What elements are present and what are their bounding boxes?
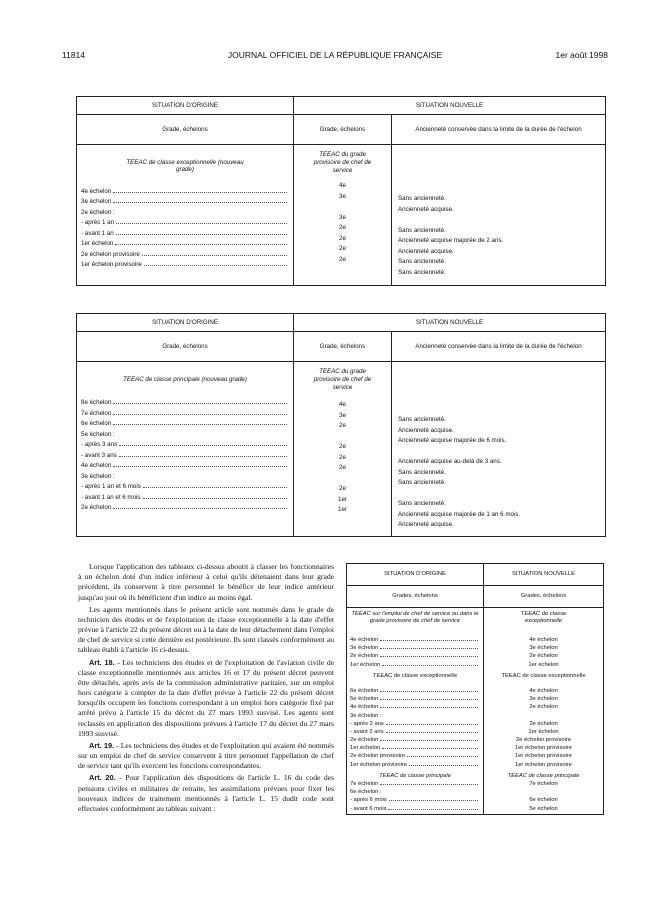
origin-grade-title: TEEAC de classe principale (nouveau grade) — [123, 376, 247, 383]
section-values — [484, 637, 603, 670]
leader-dots — [113, 508, 287, 509]
page-header — [62, 50, 608, 64]
section-title: TEEAC de classe principale — [507, 772, 580, 779]
echelon-row — [81, 188, 289, 199]
leader-dots — [113, 403, 287, 404]
echelon-row — [81, 504, 289, 515]
new-echelon-value: 2e échelon provisoire — [515, 737, 572, 744]
leader-dots — [119, 445, 287, 446]
echelon-label: - avant 6 mois — [350, 805, 387, 812]
echelon-row — [350, 762, 480, 770]
echelon-label: - avant 3 ans — [81, 451, 117, 459]
anciennete-value: Sans ancienneté. — [398, 268, 446, 276]
new-echelon-value: 2e — [339, 453, 346, 461]
article-body: - Les techniciens des études et de l'exploitation de l'aviation civile de classe exceptionnelle mentionnés aux articles 16 et 17 du présent décret peuvent être détachés, après avis de la commission administrative paritaire, sur un emploi hors catégorie à compter de la date d'effet prévue à l'article 22 du présent décret lorsqu'ils occupent les fonctions correspondant à un emploi hors catégorie fixé par arrêté prévu à l'article 15 du décret du 27 mars 1993 susvisé. Les agents sont reclassés en application des dispositions prévues à l'article 17 du décret du 27 mars 1993 susvisé. — [78, 657, 335, 738]
new-echelon-value: 4e — [339, 401, 346, 409]
echelon-row — [81, 230, 289, 241]
paragraph: Lorsque l'application des tableaux ci-dessus aboutit à classer les fonctionnaires à un échelon doté d'un indice inférieur à celui qu'ils détenaient dans leur grade précédent, ils conservent à titre personnel le bénéfice de leur indice antérieur jusqu'au jour où ils bénéficient d'un indice au moins égal. — [78, 562, 334, 602]
echelon-label: 6e échelon — [81, 420, 112, 428]
echelon-row — [350, 645, 480, 653]
leader-dots — [380, 699, 478, 700]
new-echelon-value: 1er échelon provisoire — [514, 753, 573, 760]
echelon-label: 2e échelon — [350, 737, 379, 744]
anciennete-value — [392, 448, 605, 459]
echelon-row — [81, 209, 289, 220]
echelon-label: 1er échelon — [81, 240, 114, 248]
echelon-label: - avant 1 an — [81, 229, 114, 237]
anciennete-value — [392, 490, 605, 501]
anciennete-value: Ancienneté acquise majorée de 1 an 6 mois. — [398, 510, 521, 518]
echelon-row — [350, 721, 480, 729]
anciennete-value: Ancienneté acquise au-delà de 3 ans. — [398, 458, 502, 465]
leader-dots — [380, 656, 478, 657]
leader-dots — [380, 640, 478, 641]
new-echelon-value: 2e — [339, 255, 346, 263]
echelon-row — [350, 713, 480, 721]
echelon-label: 4e échelon — [81, 462, 112, 470]
echelon-label: - avant 1 an et 6 mois — [81, 493, 141, 501]
echelon-label: 3e échelon : — [81, 472, 115, 480]
anciennete-value: Ancienneté acquise majorée de 2 ans. — [398, 237, 504, 244]
echelon-label: 4e échelon — [350, 637, 379, 643]
echelon-label: 4e échelon — [81, 187, 112, 195]
echelon-label: 1er échelon provisoire — [81, 261, 142, 269]
echelon-row — [350, 696, 480, 704]
echelon-row — [81, 431, 289, 442]
anciennete-value: Sans ancienneté. — [398, 195, 446, 202]
new-echelon-value: 2e échelon — [529, 704, 558, 711]
new-echelon-value: 5e échelon — [529, 805, 558, 812]
leader-dots — [116, 223, 287, 224]
new-echelon-value: 3e échelon — [529, 645, 558, 652]
page-number: 11814 — [62, 50, 86, 60]
anciennete-value: Sans ancienneté. — [398, 258, 446, 265]
leader-dots — [113, 466, 287, 467]
col-head-new: SITUATION NOUVELLE — [294, 97, 606, 115]
echelon-row — [350, 737, 480, 745]
echelon-row — [81, 452, 289, 463]
origin-grade-title: TEEAC de classe exceptionnelle (nouveau grade) — [126, 159, 244, 174]
leader-dots — [142, 255, 287, 256]
echelon-row — [350, 806, 480, 814]
article-body: - Pour l'application des dispositions de l'article L. 16 du code des pensions civiles et militaires de retraite, les assimilations prévues pour fixer les nouveaux indices de traitement mentionnés à l'article L. 15 dudit code sont effectuées conformément au tableau suivant : — [78, 773, 334, 813]
anciennete-value: Sans ancienneté. — [398, 479, 446, 486]
leader-dots — [116, 234, 287, 235]
echelon-label: - après 6 mois — [350, 797, 387, 804]
col-head-origin: SITUATION D'ORIGINE — [347, 564, 484, 586]
anciennete-value — [392, 216, 605, 227]
leader-dots — [409, 765, 478, 766]
table-classe-exceptionnelle — [76, 96, 606, 286]
article-20 — [78, 773, 334, 814]
new-echelon-value: 4e — [339, 182, 346, 190]
leader-dots — [113, 192, 287, 193]
article-18 — [78, 658, 334, 739]
section-rows — [350, 781, 480, 814]
echelon-label: - avant 2 ans — [350, 728, 384, 735]
leader-dots — [143, 498, 287, 499]
new-echelon-value: 2e échelon — [529, 720, 558, 727]
col-head-grade: Grade, échelons — [77, 332, 294, 362]
section-title: TEEAC de classe exceptionnelle — [520, 611, 567, 624]
new-echelon-value: 4e échelon — [529, 687, 558, 694]
leader-dots — [119, 456, 287, 457]
anciennete-value: Ancienneté acquise. — [398, 426, 454, 434]
echelon-row — [350, 729, 480, 737]
new-echelon-value: 6e échelon — [529, 797, 558, 804]
echelon-row — [350, 637, 480, 645]
leader-dots — [386, 724, 478, 725]
section-title: TEEAC de classe exceptionnelle — [501, 672, 586, 679]
anciennete-value: Sans ancienneté. — [398, 226, 446, 234]
echelon-row — [81, 198, 289, 209]
new-echelon-value: 2e — [339, 422, 346, 430]
echelon-row — [350, 781, 480, 789]
echelon-row — [81, 441, 289, 452]
echelon-row — [81, 473, 289, 484]
echelon-label: 6e échelon — [350, 687, 379, 694]
echelon-row — [81, 494, 289, 505]
echelon-label: 7e échelon — [81, 409, 112, 417]
leader-dots — [389, 800, 478, 801]
article-body: - Les techniciens des études et de l'exploitation qui avaient été nommés sur un emploi de chef de service conservent à titre personnel l'appellation de chef de service tant qu'ils exercent les fonctions correspondantes. — [78, 740, 334, 771]
echelon-label: - après 1 an — [81, 219, 115, 227]
new-echelon-value — [294, 433, 391, 444]
new-echelon-value: 3e échelon — [529, 696, 558, 703]
new-echelon-value: 4e échelon — [529, 637, 558, 643]
new-echelon-value: 7e échelon — [529, 781, 558, 787]
echelon-row — [81, 251, 289, 262]
echelon-label: - après 1 an et 6 mois — [81, 483, 141, 491]
new-grade-title: TEEAC du grade provisoire de chef de service — [313, 368, 372, 391]
new-echelon-value: 2e — [339, 245, 346, 253]
leader-dots — [407, 756, 478, 757]
echelon-label: 2e échelon provisoire — [350, 753, 406, 760]
echelon-row — [350, 704, 480, 712]
article-text — [78, 562, 334, 816]
new-echelon-value — [484, 789, 603, 797]
echelon-label: 3e échelon — [350, 645, 379, 652]
echelon-label: 1er échelon — [350, 745, 381, 752]
new-echelon-value: 1er échelon — [528, 661, 559, 668]
echelon-label: 6e échelon : — [350, 789, 382, 796]
paragraph: Les agents mentionnés dans le présent article sont nommés dans le grade de technicien des études et de l'exploitation de classe exceptionnelle à la date d'effet prévue à l'article 22 du présent décret ou à la date de leur détachement dans l'emploi de chef de service si cette dernière est postérieure. Ils sont classés conformément au tableau établi à l'article 16 ci-dessus. — [78, 604, 334, 655]
table-pension-assimilation — [346, 563, 604, 815]
journal-title: JOURNAL OFFICIEL DE LA RÉPUBLIQUE FRANÇAISE — [227, 50, 443, 60]
section-rows — [350, 688, 480, 770]
new-echelon-values — [294, 182, 391, 266]
new-echelon-value: 3e — [339, 192, 346, 200]
col-head-grades: Grades, échelons — [347, 586, 484, 608]
article-label: Art. 19. — [89, 740, 115, 750]
section-title: TEEAC sur l'emploi de chef de service ou dans le grade provisoire de chef de service — [351, 611, 479, 624]
echelon-row — [81, 483, 289, 494]
leader-dots — [115, 244, 287, 245]
echelon-row — [350, 662, 480, 670]
echelon-label: 4e échelon — [350, 704, 379, 711]
new-echelon-value: 2e — [339, 234, 346, 242]
anciennete-values — [392, 416, 605, 532]
section-values — [484, 688, 603, 770]
leader-dots — [380, 740, 478, 741]
echelon-label: 2e échelon : — [81, 208, 115, 216]
echelon-label: 7e échelon — [350, 781, 379, 787]
echelon-row — [81, 261, 289, 272]
echelon-label: 2e échelon — [81, 504, 112, 512]
echelon-row — [81, 410, 289, 421]
col-head-anciennete: Ancienneté conservée dans la limite de la durée de l'échelon — [392, 332, 606, 362]
origin-rows — [81, 399, 289, 515]
echelon-row — [81, 219, 289, 230]
echelon-label: 5e échelon — [350, 696, 379, 703]
leader-dots — [113, 414, 287, 415]
echelon-row — [81, 399, 289, 410]
leader-dots — [113, 424, 287, 425]
echelon-row — [81, 462, 289, 473]
new-echelon-value: 1er échelon provisoire — [514, 761, 573, 768]
echelon-label: 8e échelon — [81, 399, 112, 407]
new-echelon-value — [484, 713, 603, 721]
echelon-label: 5e échelon : — [81, 430, 115, 438]
echelon-label: 2e échelon — [350, 653, 379, 660]
leader-dots — [380, 784, 478, 785]
section-title: TEEAC de classe principale — [379, 772, 451, 779]
col-head-grade-new: Grade, échelons — [294, 332, 392, 362]
col-head-grade: Grade, échelons — [77, 115, 294, 145]
section-values — [484, 781, 603, 814]
leader-dots — [380, 691, 478, 692]
echelon-label: 2e échelon provisoire — [81, 250, 140, 258]
anciennete-values — [392, 195, 605, 279]
col-head-anciennete: Ancienneté conservée dans la limite de la durée de l'échelon — [392, 115, 606, 145]
echelon-row — [81, 420, 289, 431]
article-label: Art. 20. — [89, 773, 116, 783]
echelon-row — [350, 797, 480, 805]
new-echelon-value: 1er échelon — [528, 728, 559, 735]
anciennete-value: Ancienneté acquise. — [398, 205, 454, 213]
new-echelon-value: 2e — [339, 224, 346, 232]
issue-date: 1er août 1998 — [555, 50, 608, 60]
new-echelon-value — [294, 203, 391, 214]
col-head-origin: SITUATION D'ORIGINE — [77, 97, 294, 115]
echelon-label: 1er échelon provisoire — [350, 761, 408, 768]
leader-dots — [388, 809, 478, 810]
section-title: TEEAC de classe exceptionnelle — [372, 672, 458, 679]
new-echelon-value: 2e — [339, 464, 346, 472]
leader-dots — [113, 202, 287, 203]
origin-rows — [81, 188, 289, 272]
anciennete-value: Sans ancienneté. — [398, 500, 446, 507]
col-head-new: SITUATION NOUVELLE — [484, 564, 604, 586]
new-grade-title: TEEAC du grade provisoire de chef de service — [313, 151, 372, 174]
col-head-origin: SITUATION D'ORIGINE — [77, 314, 294, 332]
echelon-label: 3e échelon — [81, 198, 112, 206]
new-echelon-value: 2e — [339, 443, 346, 451]
anciennete-value: Ancienneté acquise. — [398, 247, 454, 255]
new-echelon-value: 1er — [338, 506, 347, 514]
leader-dots — [382, 665, 478, 666]
new-echelon-value: 1er échelon provisoire — [514, 745, 573, 752]
new-echelon-value — [294, 475, 391, 486]
col-head-grades-new: Grades, échelons — [484, 586, 604, 608]
table-classe-principale — [76, 313, 606, 537]
echelon-row — [350, 745, 480, 753]
leader-dots — [386, 732, 478, 733]
echelon-row — [350, 789, 480, 797]
anciennete-value: Sans ancienneté. — [398, 468, 446, 476]
leader-dots — [382, 748, 478, 749]
section-rows — [350, 637, 480, 670]
new-echelon-value: 2e échelon — [529, 653, 558, 660]
col-head-grade-new: Grade, échelons — [294, 115, 392, 145]
echelon-row — [350, 753, 480, 761]
echelon-row — [81, 240, 289, 251]
echelon-row — [350, 653, 480, 661]
col-head-new: SITUATION NOUVELLE — [294, 314, 606, 332]
echelon-label: 3e échelon : — [350, 712, 382, 719]
anciennete-value: Ancienneté acquise majorée de 6 mois. — [398, 437, 507, 444]
leader-dots — [143, 487, 287, 488]
new-echelon-value: 3e — [339, 213, 346, 221]
article-19 — [78, 741, 334, 772]
leader-dots — [144, 265, 287, 266]
new-echelon-value: 1er — [338, 495, 347, 503]
new-echelon-value: 2e — [339, 485, 346, 493]
leader-dots — [380, 648, 478, 649]
anciennete-value: Ancienneté acquise. — [398, 521, 454, 528]
echelon-row — [350, 688, 480, 696]
article-label: Art. 18. — [89, 657, 115, 667]
anciennete-value: Sans ancienneté. — [398, 416, 446, 423]
leader-dots — [380, 707, 478, 708]
echelon-label: 1er échelon — [350, 661, 381, 668]
echelon-label: - après 3 ans — [81, 441, 118, 449]
new-echelon-values — [294, 401, 391, 517]
new-echelon-value: 3e — [339, 411, 346, 419]
echelon-label: - après 2 ans — [350, 720, 384, 727]
